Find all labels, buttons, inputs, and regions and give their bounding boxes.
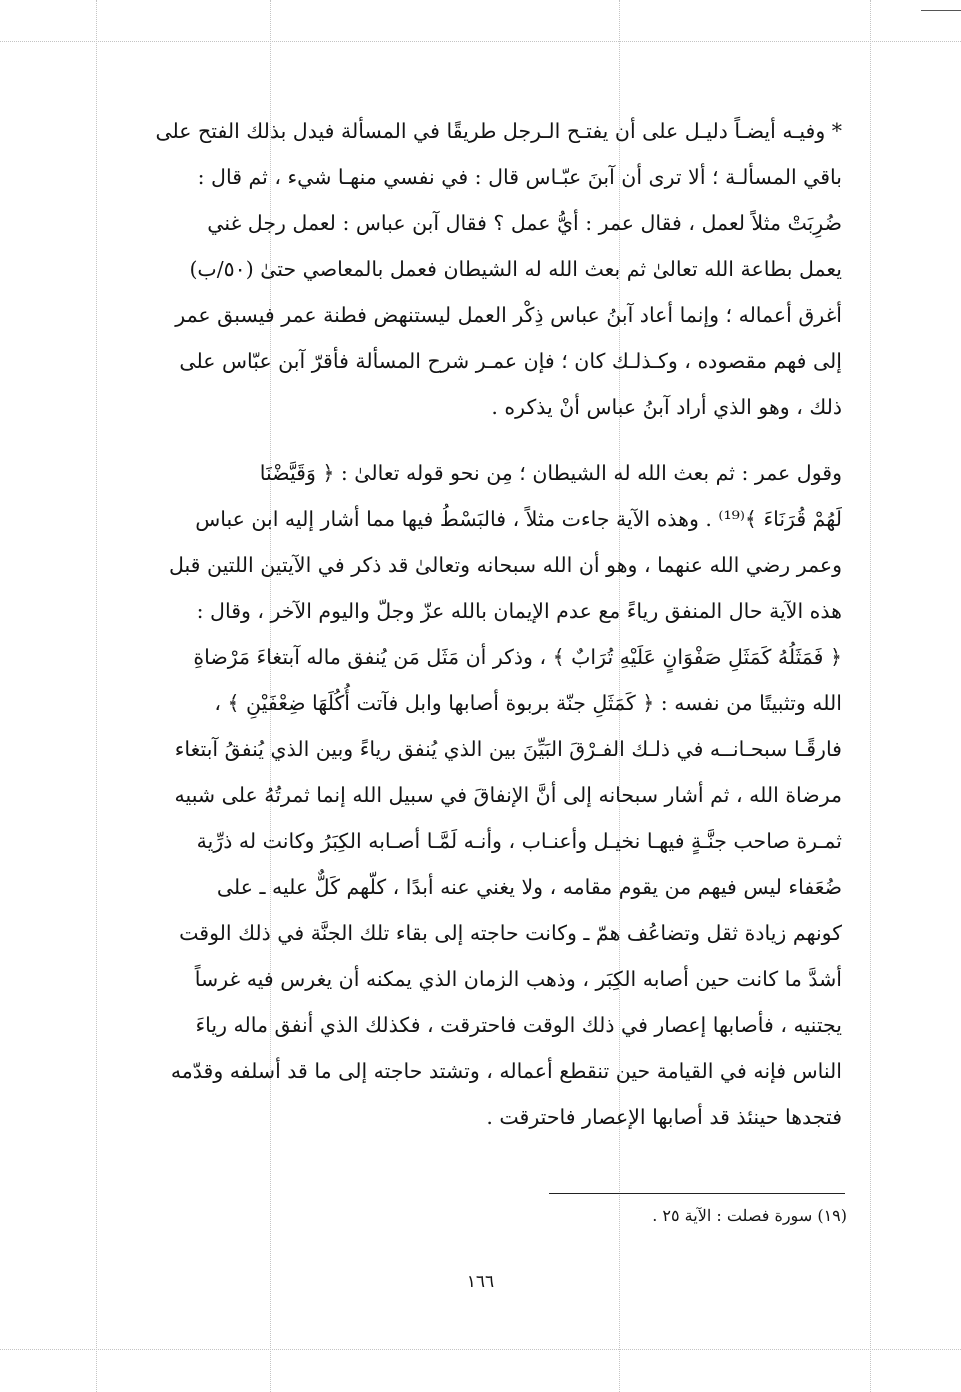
scan-guide-line (0, 1349, 961, 1350)
footnote-separator (549, 1193, 845, 1194)
text-line: أشدَّ ما كانت حين أصابه الكِبَر ، وذهب الزمان الذي يمكنه أن يغرس فيه غرساً (194, 967, 842, 991)
text-line: الناس فإنه في القيامة حين تنقطع أعماله ، وتشتد حاجته إلى ما قد أسلفه وقدّمه (170, 1059, 842, 1083)
scan-guide-line (870, 0, 871, 1392)
text-line: باقي المسألـة ؛ ألا ترى أن آبنَ عبّـاس قال : في نفسي منهـا شيء ، ثم قال : (197, 165, 842, 189)
text-line: يعمل بطاعة الله تعالىٰ ثم بعث الله له الشيطان فعمل بالمعاصي حتىٰ (٥٠/ب) (189, 257, 842, 281)
scan-guide-line (0, 41, 961, 42)
text-line: مرضاة الله ، ثم أشار سبحانه إلى أنَّ الإنفاقَ في سبيل الله إنما ثمرتُهُ على شبيه (174, 783, 842, 807)
corner-rule (921, 10, 961, 11)
text-line: إلى فهم مقصوده ، وكـذلـك كان ؛ فإن عمـر شرح المسألة فأقرّ آبن عبّاس على (179, 349, 842, 373)
text-line: فارقًـا سبحـانــه في ذلـك الفـرْقَ البَيِّنَ بين الذي يُنفق رياءً وبين الذي يُنفقُ آبتغاء (174, 737, 842, 761)
text-line: وعمر رضي الله عنهما ، وهو أن الله سبحانه وتعالىٰ قد ذكر في الآيتين اللتين قبل (168, 553, 842, 577)
text-line: كونهم زيادة ثقل وتضاعُف همّ ـ وكانت حاجته إلى بقاء تلك الجنَّة في ذلك الوقت (179, 921, 842, 945)
text-line: فتجدها حينئذ قد أصابها الإعصار فاحترقت . (486, 1105, 842, 1129)
page-number: ١٦٦ (466, 1272, 495, 1292)
text-line: الله وتثبيتًا من نفسه : ﴿ كَمَثَلِ جنّة بربوة أصابها وابل فآتت أُكُلَهَا ضِعْفَيْنِ ﴾ ، (214, 691, 842, 715)
text-line: يجتنيه ، فأصابها إعصار في ذلك الوقت فاحترقت ، فكذلك الذي أنفق ماله رياءَ (195, 1013, 842, 1037)
text-line: ذلك ، وهو الذي أراد آبنُ عباس أنْ يذكره . (491, 395, 842, 419)
text-line: لَهُمْ قُرَنَاءَ ﴾⁽¹⁹⁾ . وهذه الآية جاءت مثلاً ، فالبَسْطُ فيها مما أشار إليه ابن عباس (195, 507, 842, 531)
footnote: (١٩) سورة فصلت : الآية ٢٥ . (652, 1206, 847, 1225)
text-line: ثمـرة صاحب جنَّـةٍ فيهـا نخيـل وأعنـاب ، وأنـه لَمَّـا أصـابه الكِبَرُ وكانت له ذرِّية (196, 829, 842, 853)
scan-guide-line (96, 0, 97, 1392)
text-line: * وفيـه أيضـاً دليـل على أن يفتـح الـرجل طريقًا في المسألة فيدل بذلك الفتح على (155, 119, 842, 143)
paragraph-2 (118, 450, 842, 1140)
text-line: أغرق أعماله ؛ وإنما أعاد آبنُ عباس ذِكْر العمل ليستنهض فطنة عمر فيسبق عمر (175, 303, 842, 327)
text-line: وقول عمر : ثم بعث الله له الشيطان ؛ مِن نحو قوله تعالىٰ : ﴿ وَقَيَّضْنَا (259, 461, 842, 485)
paragraph-1 (118, 108, 842, 430)
text-line: ضُرِبَتْ مثلاً لعمل ، فقال عمر : أيُّ عمل ؟ فقال آبن عباس : لعمل رجل غني (207, 211, 842, 235)
text-line: ضُعَفاء ليس فيهم من يقوم مقامه ، ولا يغني عنه أبدًا ، كلّهم كَلٌّ عليه ـ على (216, 875, 842, 899)
text-line: ﴿ فَمَثَلُهُ كَمَثَلِ صَفْوَانٍ عَلَيْهِ تُرَابٌ ﴾ ، وذكر أن مَثَل مَن يُنفق ماله آبتغاءَ مَرْضاةِ (193, 645, 842, 669)
text-line: هذه الآية حال المنفق رياءً مع عدم الإيمان بالله عزّ وجلّ واليوم الآخر ، وقال : (196, 599, 842, 623)
